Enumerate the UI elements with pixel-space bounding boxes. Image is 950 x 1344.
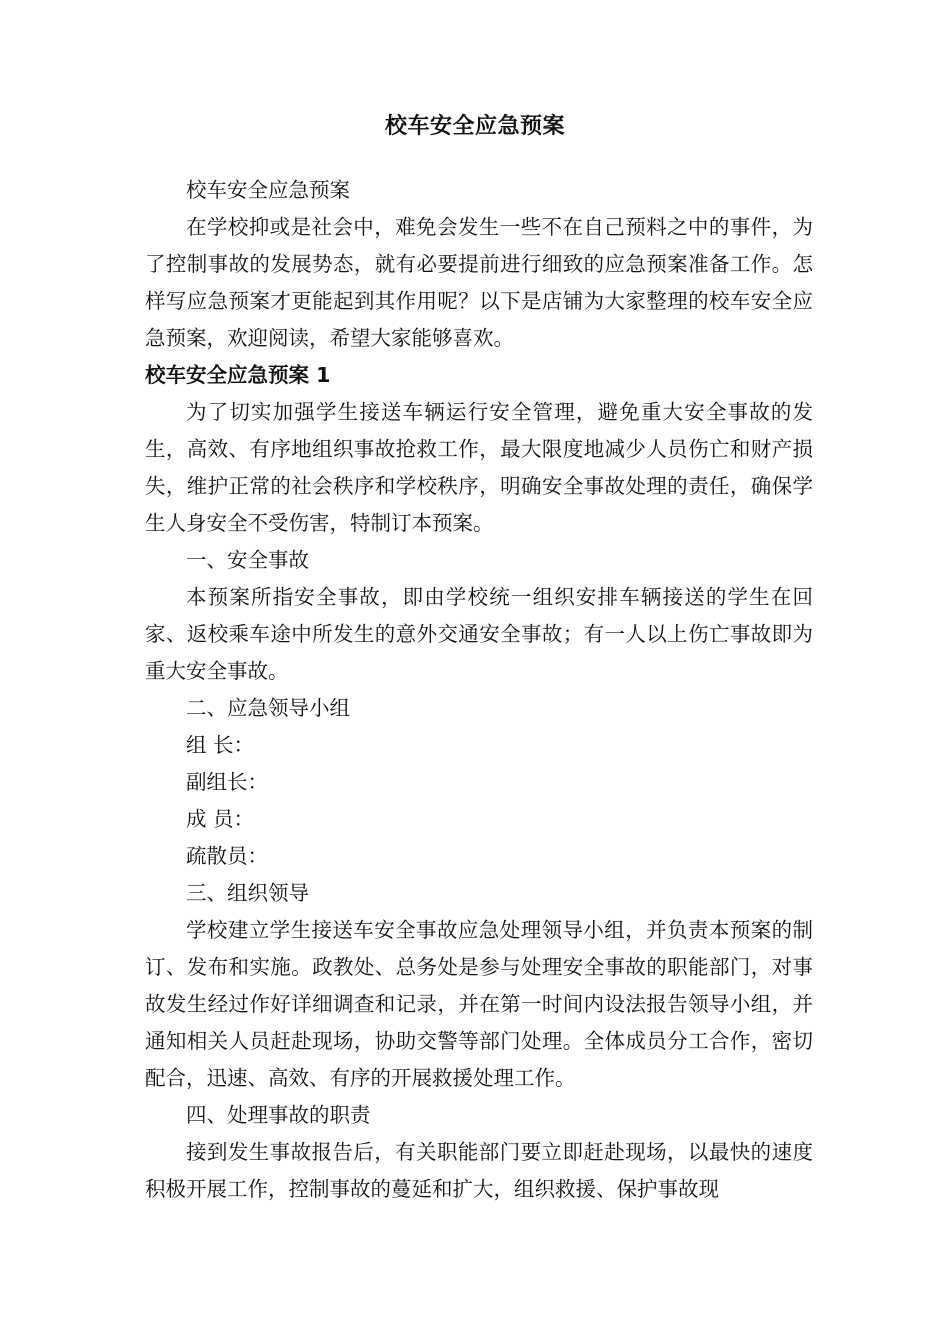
section-4-heading: 四、处理事故的职责 [186, 1103, 371, 1127]
document-body [145, 172, 813, 1208]
section-3-heading: 三、组织领导 [186, 881, 309, 905]
role-evacuators: 疏散员： [186, 844, 268, 868]
section-1-heading: 一、安全事故 [186, 548, 309, 572]
role-members: 成 员： [186, 807, 255, 831]
section-2-heading: 二、应急领导小组 [186, 696, 350, 720]
role-deputy-leader: 副组长： [186, 770, 268, 794]
section-heading: 校车安全应急预案 1 [145, 363, 331, 387]
paragraph-duties: 接到发生事故报告后，有关职能部门要立即赶赴现场，以最快的速度积极开展工作，控制事故的蔓延和扩大，组织救援、保护事故现 [145, 1140, 813, 1201]
paragraph-intro: 在学校抑或是社会中，难免会发生一些不在自己预料之中的事件，为了控制事故的发展势态，就有必要提前进行细致的应急预案准备工作。怎样写应急预案才更能起到其作用呢？以下是店铺为大家整理的校车安全应急预案，欢迎阅读，希望大家能够喜欢。 [145, 215, 813, 350]
document-title: 校车安全应急预案 [384, 114, 565, 139]
paragraph-purpose: 为了切实加强学生接送车辆运行安全管理，避免重大安全事故的发生，高效、有序地组织事故抢救工作，最大限度地减少人员伤亡和财产损失，维护正常的社会秩序和学校秩序，明确安全事故处理的责任，确保学生人身安全不受伤害，特制订本预案。 [145, 400, 813, 535]
paragraph-definition: 本预案所指安全事故，即由学校统一组织安排车辆接送的学生在回家、返校乘车途中所发生的意外交通安全事故；有一人以上伤亡事故即为重大安全事故。 [145, 585, 813, 683]
paragraph-subtitle: 校车安全应急预案 [186, 178, 350, 202]
paragraph-organization: 学校建立学生接送车安全事故应急处理领导小组，并负责本预案的制订、发布和实施。政教处、总务处是参与处理安全事故的职能部门，对事故发生经过作好详细调查和记录，并在第一时间内设法报告领导小组，并通知相关人员赶赴现场，协助交警等部门处理。全体成员分工合作，密切配合，迅速、高效、有序的开展救援处理工作。 [145, 918, 813, 1090]
role-leader: 组 长： [186, 733, 255, 757]
